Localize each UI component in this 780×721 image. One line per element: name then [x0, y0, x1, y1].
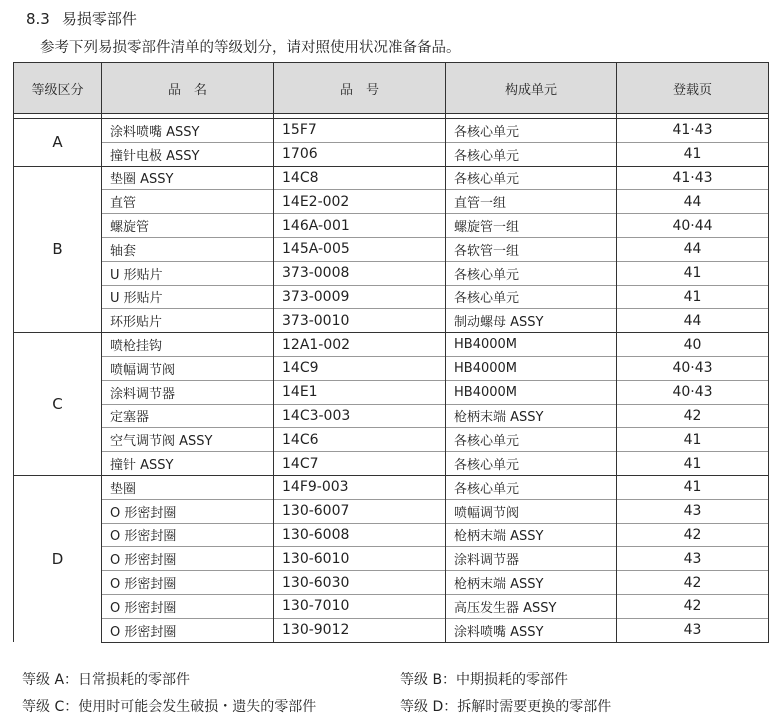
- part-no-cell: 14C3-003: [274, 404, 446, 428]
- page-cell: 40·44: [617, 214, 769, 238]
- header-unit: 构成单元: [446, 63, 617, 114]
- table-body: [14, 114, 769, 643]
- page-cell: 42: [617, 523, 769, 547]
- name-cell: 轴套: [102, 237, 274, 261]
- name-cell: 喷枪挂钩: [102, 333, 274, 357]
- name-cell: 垫圈: [102, 475, 274, 499]
- part-no-cell: 12A1-002: [274, 333, 446, 357]
- part-no-cell: 130-7010: [274, 594, 446, 618]
- page-cell: 41: [617, 142, 769, 166]
- unit-cell: 各核心单元: [446, 428, 617, 452]
- table-row: [14, 452, 769, 476]
- table-row: [14, 428, 769, 452]
- section-title: 易损零部件: [61, 10, 137, 28]
- table-row: [14, 214, 769, 238]
- name-cell: 涂料喷嘴 ASSY: [102, 119, 274, 143]
- name-cell: O 形密封圈: [102, 571, 274, 595]
- legend-grade-d: 等级 D：拆解时需要更换的零部件: [400, 699, 612, 715]
- header-part-no: 品 号: [274, 63, 446, 114]
- unit-cell: 枪柄末端 ASSY: [446, 523, 617, 547]
- unit-cell: 枪柄末端 ASSY: [446, 571, 617, 595]
- page-cell: 40·43: [617, 380, 769, 404]
- unit-cell: 直管一组: [446, 190, 617, 214]
- name-cell: 垫圈 ASSY: [102, 166, 274, 190]
- table-row: [14, 380, 769, 404]
- name-cell: 螺旋管: [102, 214, 274, 238]
- part-no-cell: 130-6008: [274, 523, 446, 547]
- page-cell: 43: [617, 499, 769, 523]
- page-cell: 41·43: [617, 119, 769, 143]
- header-page: 登载页: [617, 63, 769, 114]
- part-no-cell: 14F9-003: [274, 475, 446, 499]
- legend-grade-b: 等级 B：中期损耗的零部件: [400, 672, 569, 688]
- grade-cell: B: [14, 166, 102, 333]
- table-row: [14, 499, 769, 523]
- page-cell: 40·43: [617, 356, 769, 380]
- table-row: [14, 547, 769, 571]
- unit-cell: 喷幅调节阀: [446, 499, 617, 523]
- table-row: [14, 166, 769, 190]
- name-cell: 喷幅调节阀: [102, 356, 274, 380]
- page-cell: 44: [617, 309, 769, 333]
- name-cell: 空气调节阀 ASSY: [102, 428, 274, 452]
- page-cell: 44: [617, 190, 769, 214]
- grade-cell: A: [14, 119, 102, 167]
- part-no-cell: 130-9012: [274, 618, 446, 642]
- part-no-cell: 130-6007: [274, 499, 446, 523]
- page-cell: 41: [617, 475, 769, 499]
- part-no-cell: 373-0008: [274, 261, 446, 285]
- unit-cell: 高压发生器 ASSY: [446, 594, 617, 618]
- unit-cell: 各核心单元: [446, 261, 617, 285]
- part-no-cell: 145A-005: [274, 237, 446, 261]
- wear-parts-table: [13, 62, 769, 643]
- grade-cell: D: [14, 475, 102, 642]
- part-no-cell: 15F7: [274, 119, 446, 143]
- page-cell: 42: [617, 594, 769, 618]
- name-cell: U 形贴片: [102, 285, 274, 309]
- grade-cell: C: [14, 333, 102, 476]
- unit-cell: 制动螺母 ASSY: [446, 309, 617, 333]
- table-row: [14, 142, 769, 166]
- page-cell: 42: [617, 571, 769, 595]
- name-cell: O 形密封圈: [102, 547, 274, 571]
- table-row: [14, 356, 769, 380]
- page-cell: 41: [617, 261, 769, 285]
- table-row: [14, 475, 769, 499]
- unit-cell: HB4000M: [446, 356, 617, 380]
- unit-cell: 各软管一组: [446, 237, 617, 261]
- part-no-cell: 14E1: [274, 380, 446, 404]
- header-name: 品 名: [102, 63, 274, 114]
- legend-grade-a: 等级 A：日常损耗的零部件: [22, 672, 191, 688]
- table-header-row: [14, 63, 769, 114]
- table-row: [14, 237, 769, 261]
- part-no-cell: 373-0009: [274, 285, 446, 309]
- name-cell: 撞针电极 ASSY: [102, 142, 274, 166]
- name-cell: 直管: [102, 190, 274, 214]
- table-row: [14, 261, 769, 285]
- part-no-cell: 14C6: [274, 428, 446, 452]
- table-row: [14, 618, 769, 642]
- name-cell: O 形密封圈: [102, 594, 274, 618]
- page-cell: 41·43: [617, 166, 769, 190]
- page-cell: 42: [617, 404, 769, 428]
- name-cell: O 形密封圈: [102, 618, 274, 642]
- part-no-cell: 373-0010: [274, 309, 446, 333]
- part-no-cell: 130-6010: [274, 547, 446, 571]
- name-cell: 撞针 ASSY: [102, 452, 274, 476]
- table-row: [14, 594, 769, 618]
- page-cell: 43: [617, 547, 769, 571]
- part-no-cell: 14C9: [274, 356, 446, 380]
- name-cell: 环形贴片: [102, 309, 274, 333]
- table-row: [14, 571, 769, 595]
- unit-cell: 各核心单元: [446, 142, 617, 166]
- unit-cell: HB4000M: [446, 380, 617, 404]
- unit-cell: 各核心单元: [446, 285, 617, 309]
- unit-cell: 枪柄末端 ASSY: [446, 404, 617, 428]
- page-cell: 43: [617, 618, 769, 642]
- unit-cell: 各核心单元: [446, 475, 617, 499]
- unit-cell: 各核心单元: [446, 452, 617, 476]
- table-row: [14, 190, 769, 214]
- unit-cell: 涂料调节器: [446, 547, 617, 571]
- unit-cell: 各核心单元: [446, 119, 617, 143]
- unit-cell: 各核心单元: [446, 166, 617, 190]
- name-cell: O 形密封圈: [102, 499, 274, 523]
- table-row: [14, 119, 769, 143]
- unit-cell: HB4000M: [446, 333, 617, 357]
- legend-grade-c: 等级 C：使用时可能会发生破损・遗失的零部件: [22, 699, 317, 715]
- name-cell: O 形密封圈: [102, 523, 274, 547]
- section-intro: 参考下列易损零部件清单的等级划分，请对照使用状况准备备品。: [40, 40, 461, 56]
- part-no-cell: 14C7: [274, 452, 446, 476]
- name-cell: 涂料调节器: [102, 380, 274, 404]
- part-no-cell: 146A-001: [274, 214, 446, 238]
- part-no-cell: 14E2-002: [274, 190, 446, 214]
- page-cell: 41: [617, 452, 769, 476]
- page-cell: 44: [617, 237, 769, 261]
- table-row: [14, 309, 769, 333]
- table-row: [14, 285, 769, 309]
- table-row: [14, 523, 769, 547]
- section-heading: [26, 8, 137, 29]
- name-cell: 定塞器: [102, 404, 274, 428]
- part-no-cell: 1706: [274, 142, 446, 166]
- page-cell: 40: [617, 333, 769, 357]
- page-cell: 41: [617, 285, 769, 309]
- table-row: [14, 404, 769, 428]
- table-row: [14, 333, 769, 357]
- part-no-cell: 14C8: [274, 166, 446, 190]
- header-grade: 等级区分: [14, 63, 102, 114]
- part-no-cell: 130-6030: [274, 571, 446, 595]
- name-cell: U 形贴片: [102, 261, 274, 285]
- unit-cell: 螺旋管一组: [446, 214, 617, 238]
- section-number: 8.3: [26, 10, 50, 28]
- unit-cell: 涂料喷嘴 ASSY: [446, 618, 617, 642]
- page-cell: 41: [617, 428, 769, 452]
